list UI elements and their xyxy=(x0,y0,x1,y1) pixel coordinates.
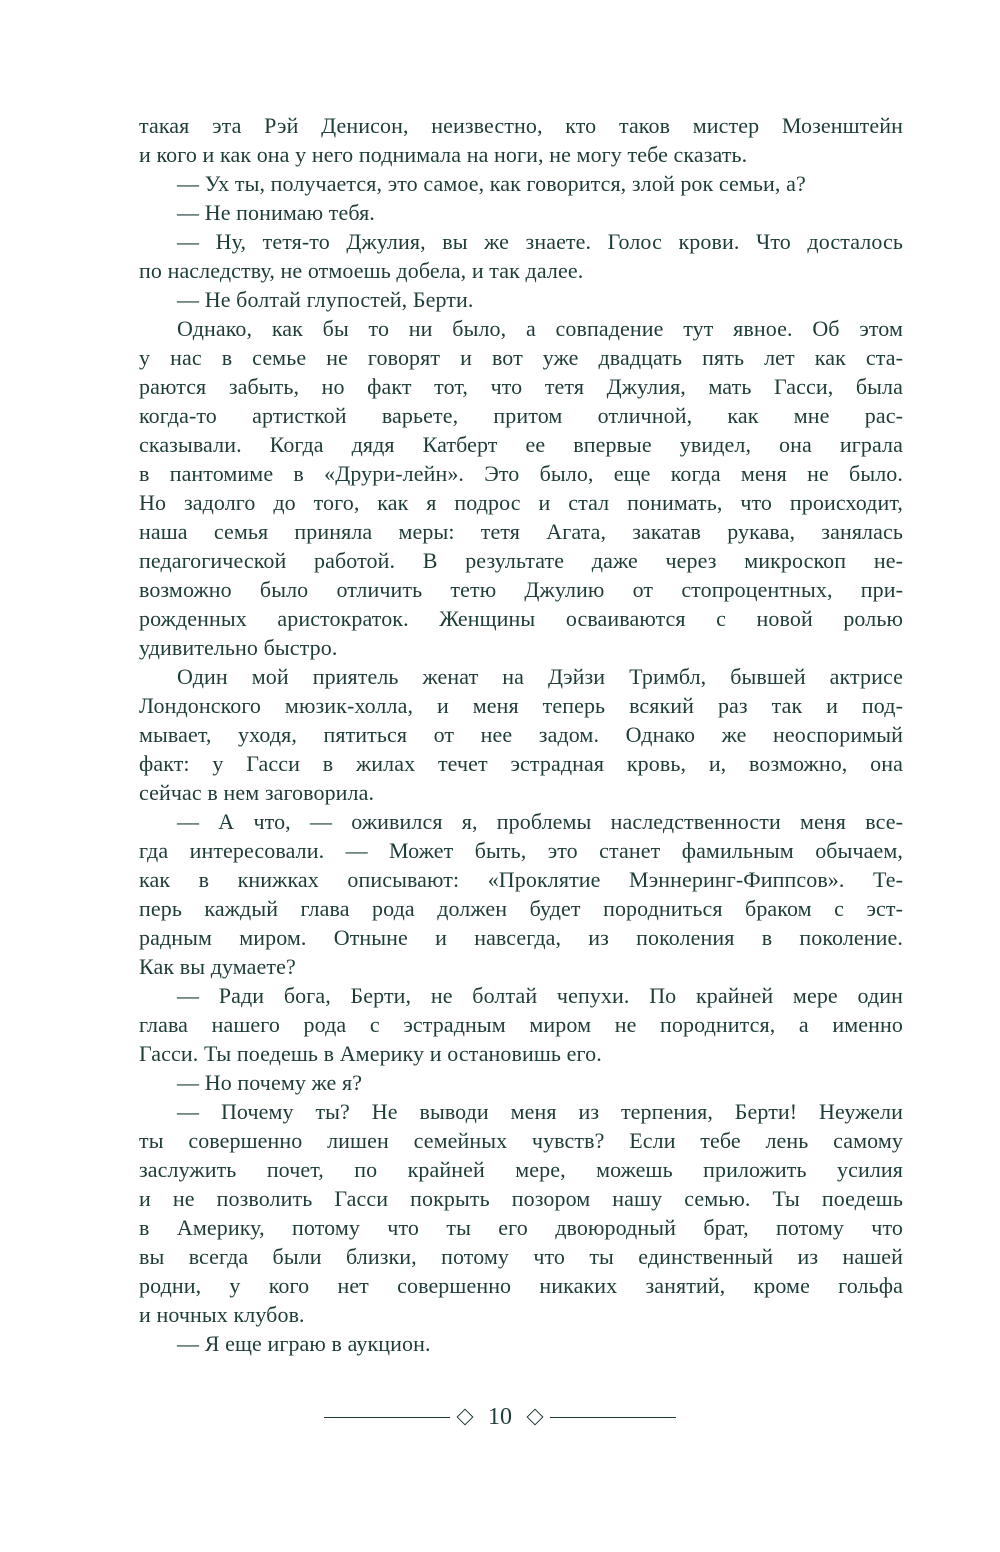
text-line: педагогической работой. В результате даже через микроскоп не- xyxy=(139,548,903,573)
text-line: факт: у Гасси в жилах течет эстрадная кровь, и, возможно, она xyxy=(139,751,903,776)
text-line: и кого и как она у него поднимала на ноги, не могу тебе сказать. xyxy=(139,142,748,167)
text-line: такая эта Рэй Денисон, неизвестно, кто таков мистер Мозенштейн xyxy=(139,113,903,138)
text-line: по наследству, не отмоешь добела, и так далее. xyxy=(139,258,584,283)
text-line: — Я еще играю в аукцион. xyxy=(177,1331,431,1356)
text-line: родни, у кого нет совершенно никаких занятий, кроме гольфа xyxy=(139,1273,903,1298)
paragraph xyxy=(139,227,903,285)
paragraph xyxy=(139,285,903,314)
paragraph xyxy=(139,198,903,227)
paragraph xyxy=(139,1068,903,1097)
page-footer xyxy=(0,1403,1000,1431)
text-line: когда-то артисткой варьете, притом отличной, как мне рас- xyxy=(139,403,903,428)
page-number: 10 xyxy=(488,1404,512,1430)
diamond-icon xyxy=(457,1409,474,1426)
text-line: Гасси. Ты поедешь в Америку и остановишь его. xyxy=(139,1041,602,1066)
text-line: перь каждый глава рода должен будет породниться браком с эст- xyxy=(139,896,903,921)
footer-rule-left xyxy=(324,1417,450,1418)
text-line: раются забыть, но факт тот, что тетя Джулия, мать Гасси, была xyxy=(139,374,903,399)
text-line: в Америку, потому что ты его двоюродный брат, потому что xyxy=(139,1215,903,1240)
text-line: Однако, как бы то ни было, а совпадение тут явное. Об этом xyxy=(177,316,903,341)
paragraph xyxy=(139,807,903,981)
paragraph xyxy=(139,314,903,662)
text-line: в пантомиме в «Друри-лейн». Это было, еще когда меня не было. xyxy=(139,461,903,486)
diamond-icon xyxy=(527,1409,544,1426)
text-line: — Ух ты, получается, это самое, как говорится, злой рок семьи, а? xyxy=(177,171,806,196)
text-line: — Но почему же я? xyxy=(177,1070,363,1095)
text-line: радным миром. Отныне и навсегда, из поколения в поколение. xyxy=(139,925,903,950)
page-text xyxy=(139,111,903,1358)
text-line: — Ради бога, Берти, не болтай чепухи. По крайней мере один xyxy=(177,983,903,1008)
text-line: возможно было отличить тетю Джулию от стопроцентных, при- xyxy=(139,577,903,602)
text-line: рожденных аристократок. Женщины осваиваются с новой ролью xyxy=(139,606,903,631)
paragraph xyxy=(139,1329,903,1358)
text-line: ты совершенно лишен семейных чувств? Если тебе лень самому xyxy=(139,1128,903,1153)
text-line: — А что, — оживился я, проблемы наследственности меня все- xyxy=(177,809,903,834)
text-line: — Ну, тетя-то Джулия, вы же знаете. Голос крови. Что досталось xyxy=(177,229,903,254)
text-line: — Не понимаю тебя. xyxy=(177,200,375,225)
text-line: гда интересовали. — Может быть, это станет фамильным обычаем, xyxy=(139,838,903,863)
paragraph xyxy=(139,662,903,807)
text-line: удивительно быстро. xyxy=(139,635,338,660)
paragraph xyxy=(139,1097,903,1329)
paragraph xyxy=(139,111,903,169)
text-line: сказывали. Когда дядя Катберт ее впервые увидел, она играла xyxy=(139,432,903,457)
text-line: Один мой приятель женат на Дэйзи Тримбл, бывшей актрисе xyxy=(177,664,903,689)
text-line: у нас в семье не говорят и вот уже двадцать пять лет как ста- xyxy=(139,345,903,370)
text-line: мывает, уходя, пятиться от нее задом. Однако же неоспоримый xyxy=(139,722,903,747)
text-line: как в книжках описывают: «Проклятие Мэннеринг-Фиппсов». Те- xyxy=(139,867,903,892)
text-line: Лондонского мюзик-холла, и меня теперь всякий раз так и под- xyxy=(139,693,903,718)
text-line: и не позволить Гасси покрыть позором нашу семью. Ты поедешь xyxy=(139,1186,903,1211)
text-line: глава нашего рода с эстрадным миром не породнится, а именно xyxy=(139,1012,903,1037)
text-line: Но задолго до того, как я подрос и стал понимать, что происходит, xyxy=(139,490,903,515)
footer-rule-right xyxy=(550,1417,676,1418)
text-line: и ночных клубов. xyxy=(139,1302,305,1327)
paragraph xyxy=(139,981,903,1068)
paragraph xyxy=(139,169,903,198)
text-line: вы всегда были близки, потому что ты единственный из нашей xyxy=(139,1244,903,1269)
text-line: заслужить почет, по крайней мере, можешь приложить усилия xyxy=(139,1157,903,1182)
text-line: сейчас в нем заговорила. xyxy=(139,780,375,805)
text-line: — Почему ты? Не выводи меня из терпения, Берти! Неужели xyxy=(177,1099,903,1124)
text-line: Как вы думаете? xyxy=(139,954,296,979)
text-line: наша семья приняла меры: тетя Агата, закатав рукава, занялась xyxy=(139,519,903,544)
text-line: — Не болтай глупостей, Берти. xyxy=(177,287,474,312)
